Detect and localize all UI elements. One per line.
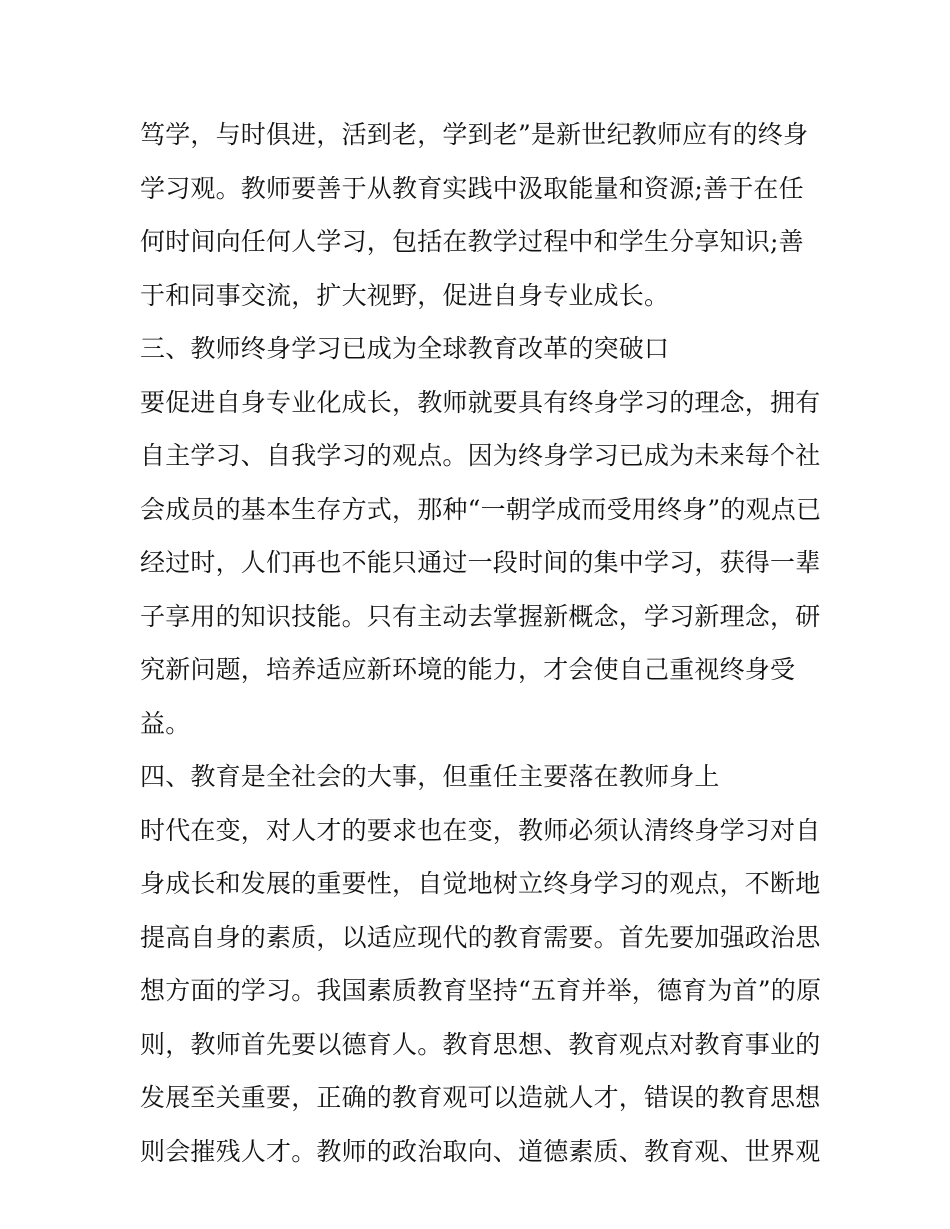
text-line: 则，教师首先要以德育人。教育思想、教育观点对教育事业的 [140, 1029, 821, 1059]
text-line: 想方面的学习。我国素质教育坚持“五育并举，德育为首”的原 [140, 976, 822, 1005]
text-line: 学习观。教师要善于从教育实践中汲取能量和资源;善于在任 [140, 173, 804, 203]
text-line: 时代在变，对人才的要求也在变，教师必须认清终身学习对自 [140, 815, 821, 845]
text-line: 身成长和发展的重要性，自觉地树立终身学习的观点，不断地 [140, 869, 821, 898]
document-page [140, 108, 820, 1178]
section-heading: 三、教师终身学习已成为全球教育改革的突破口 [140, 334, 670, 363]
section-heading: 四、教育是全社会的大事，但重任主要落在教师身上 [140, 762, 720, 791]
text-line: 于和同事交流，扩大视野，促进自身专业成长。 [140, 280, 670, 310]
text-line: 经过时，人们再也不能只通过一段时间的集中学习，获得一辈 [140, 548, 821, 577]
text-line: 自主学习、自我学习的观点。因为终身学习已成为未来每个社 [140, 441, 821, 470]
text-line: 发展至关重要，正确的教育观可以造就人才，错误的教育思想 [140, 1083, 821, 1112]
text-line: 会成员的基本生存方式，那种“一朝学成而受用终身”的观点已 [140, 494, 822, 524]
text-line: 则会摧残人才。教师的政治取向、道德素质、教育观、世界观 [140, 1136, 821, 1166]
text-line: 提高自身的素质，以适应现代的教育需要。首先要加强政治思 [140, 922, 821, 952]
text-line: 子享用的知识技能。只有主动去掌握新概念，学习新理念，研 [140, 601, 821, 631]
text-line: 何时间向任何人学习，包括在教学过程中和学生分享知识;善 [140, 227, 804, 256]
text-line: 笃学，与时俱进，活到老，学到老”是新世纪教师应有的终身 [140, 120, 809, 149]
text-line: 要促进自身专业化成长，教师就要具有终身学习的理念，拥有 [140, 387, 821, 417]
text-line: 益。 [140, 708, 191, 738]
text-line: 究新问题，培养适应新环境的能力，才会使自己重视终身受 [140, 655, 796, 684]
